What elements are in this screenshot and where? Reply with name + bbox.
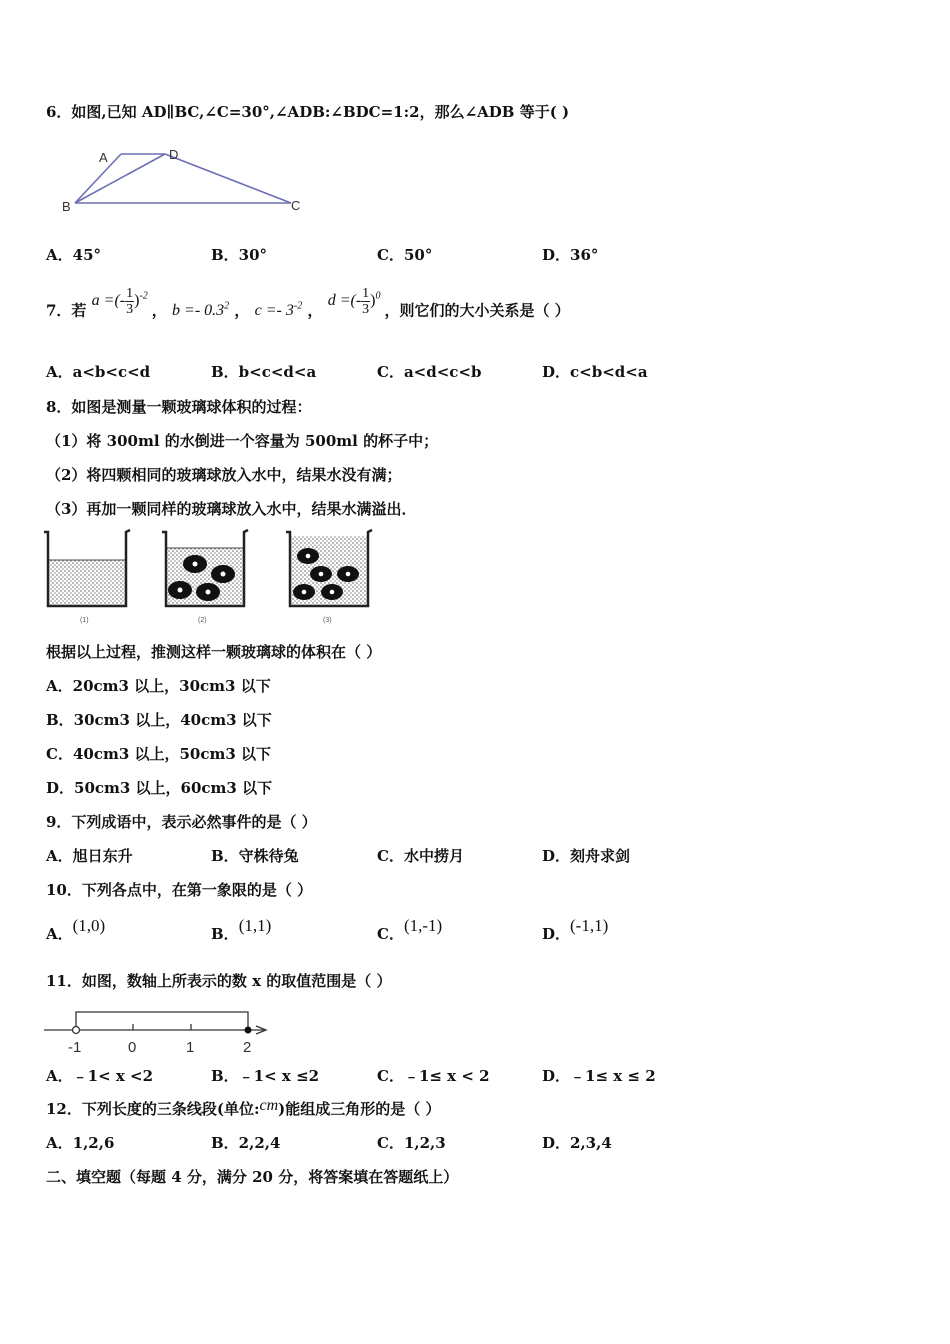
- q7-b-base: b =- 0.3: [172, 302, 225, 320]
- q10-letter-d: D．: [542, 925, 571, 943]
- q7-option-a: A．a<b<c<d: [46, 363, 151, 381]
- q9-text: 9．下列成语中，表示必然事件的是（ ）: [46, 813, 317, 831]
- q7-a-den: 3: [126, 302, 134, 318]
- beaker-3: [286, 530, 372, 606]
- q7-option-b: B．b<c<d<a: [211, 363, 317, 381]
- q7-d-exp: 0: [375, 291, 381, 302]
- q12-suffix: )能组成三角形的是（ ）: [278, 1100, 441, 1118]
- q8-step-3: （3）再加一颗同样的玻璃球放入水中，结果水满溢出．: [46, 500, 417, 518]
- q12-option-b: B．2,2,4: [211, 1134, 281, 1152]
- closed-endpoint: [245, 1027, 252, 1034]
- q9-option-b: B．守株待兔: [211, 847, 299, 865]
- q12-prefix: 12．下列长度的三条线段(单位:: [46, 1100, 260, 1118]
- q10-letter-b: B．: [211, 925, 239, 943]
- beaker-2: [162, 530, 248, 606]
- q10-point-a: (1,0): [72, 916, 106, 935]
- q12-option-c: C．1,2,3: [377, 1134, 446, 1152]
- q9-option-d: D．刻舟求剑: [542, 847, 631, 865]
- q10-text: 10．下列各点中，在第一象限的是（ ）: [46, 881, 313, 899]
- q12-option-d: D．2,3,4: [542, 1134, 612, 1152]
- q10-letter-c: C．: [377, 925, 404, 943]
- segment-bd: [75, 154, 165, 203]
- q7-a-fraction: [125, 286, 134, 317]
- tick-label-neg1: -1: [68, 1039, 82, 1056]
- q10-option-a: [46, 916, 106, 944]
- tick-label-0: 0: [128, 1039, 137, 1056]
- q10-option-d: [542, 916, 609, 944]
- q6-option-d: D．36°: [542, 246, 599, 264]
- q9-option-c: C．水中捞月: [377, 847, 464, 865]
- q10-point-d: (‑1,1): [570, 916, 609, 935]
- q8-step-2: （2）将四颗相同的玻璃球放入水中，结果水没有满；: [46, 466, 402, 484]
- q6-option-a: A．45°: [46, 246, 102, 264]
- q8-step-1: （1）将 300ml 的水倒进一个容量为 500ml 的杯子中；: [46, 432, 439, 450]
- q7-expr-c: [255, 302, 303, 319]
- tick-label-1: 1: [186, 1039, 195, 1056]
- label-a: A: [99, 150, 108, 165]
- q7-d-lhs: d =(-: [327, 292, 362, 310]
- q10-option-b: [211, 916, 272, 944]
- q7-c-base: c =- 3: [254, 302, 294, 320]
- q7-c-exp: -2: [293, 301, 303, 312]
- q8-option-b: B．30cm3 以上，40cm3 以下: [46, 711, 272, 729]
- q7-expr-d: d =(- $\frac{1}{3}$ )$^0$: [327, 286, 381, 318]
- q7-b-exp: 2: [224, 301, 230, 312]
- segment-dc: [165, 154, 291, 203]
- q6-option-c: C．50°: [377, 246, 433, 264]
- q6-option-b: B．30°: [211, 246, 268, 264]
- q7-suffix: ，则它们的大小关系是（ ）: [384, 301, 570, 320]
- q7-option-d: D．c<b<d<a: [542, 363, 648, 381]
- q7-a-exp: -2: [139, 291, 148, 302]
- q7-a-num: 1: [126, 286, 134, 302]
- q11-option-b: B．﹣1< x ≤2: [211, 1067, 320, 1085]
- q6-trapezoid-figure: [55, 142, 315, 217]
- q12-unit: cm: [259, 1097, 279, 1114]
- q8-option-a: A．20cm3 以上，30cm3 以下: [46, 677, 271, 695]
- label-c: C: [291, 198, 301, 213]
- tick-label-2: 2: [243, 1039, 252, 1056]
- beaker-1: [44, 530, 130, 606]
- range-bracket: [76, 1012, 248, 1030]
- q7-line: 7．若 a =(- $\frac{1}{3}$ )$^{-2}$ ， $b =- 0.3^2$ ， $c =- 3^{-2}$ ， d =(- $\frac{1}{3}$ )$^0$ ，则它们的大小关系是（ ）: [46, 286, 570, 320]
- section-2-title: 二、填空题（每题 4 分，满分 20 分，将答案填在答题纸上）: [46, 1168, 459, 1186]
- q11-number-line: [40, 998, 280, 1056]
- q11-option-a: A．﹣1< x <2: [46, 1067, 154, 1085]
- q7-d-fraction: [361, 286, 370, 317]
- q7-d-den: 3: [362, 302, 370, 318]
- q8-option-c: C．40cm3 以上，50cm3 以下: [46, 745, 272, 763]
- beaker-1-caption: (1): [80, 617, 89, 624]
- q7-expr-a: a =(- $\frac{1}{3}$ )$^{-2}$: [91, 286, 148, 318]
- q8-title: 8．如图是测量一颗玻璃球体积的过程：: [46, 398, 312, 416]
- open-endpoint: [73, 1027, 80, 1034]
- q7-expr-b: [172, 302, 229, 319]
- q8-beakers-figure: [40, 526, 390, 626]
- beaker-3-caption: (3): [323, 617, 332, 624]
- segment-ab: [75, 154, 121, 203]
- q6-text: 6．如图,已知 AD∥BC,∠C=30°,∠ADB:∠BDC=1:2，那么∠ADB 等于( ): [46, 103, 570, 121]
- q7-d-num: 1: [362, 286, 370, 302]
- q10-point-c: (1,‑1): [403, 916, 443, 935]
- q10-option-c: [377, 916, 443, 944]
- label-d: D: [169, 147, 179, 162]
- q12-text: [46, 1099, 441, 1120]
- q10-letter-a: A．: [46, 925, 73, 943]
- q8-option-d: D．50cm3 以上，60cm3 以下: [46, 779, 273, 797]
- beaker-2-caption: (2): [198, 617, 207, 624]
- q11-text: 11．如图，数轴上所表示的数 x 的取值范围是（ ）: [46, 972, 392, 990]
- q12-option-a: A．1,2,6: [46, 1134, 115, 1152]
- q11-option-c: C．﹣1≤ x < 2: [377, 1067, 490, 1085]
- label-b: B: [62, 199, 71, 214]
- q10-point-b: (1,1): [238, 916, 272, 935]
- q8-question: 根据以上过程，推测这样一颗玻璃球的体积在（ ）: [46, 643, 382, 661]
- q7-a-lhs: a =(-: [91, 292, 126, 310]
- q9-option-a: A．旭日东升: [46, 847, 133, 865]
- q11-option-d: D．﹣1≤ x ≤ 2: [542, 1067, 656, 1085]
- q7-prefix: 7．若: [46, 301, 87, 320]
- q7-option-c: C．a<d<c<b: [377, 363, 482, 381]
